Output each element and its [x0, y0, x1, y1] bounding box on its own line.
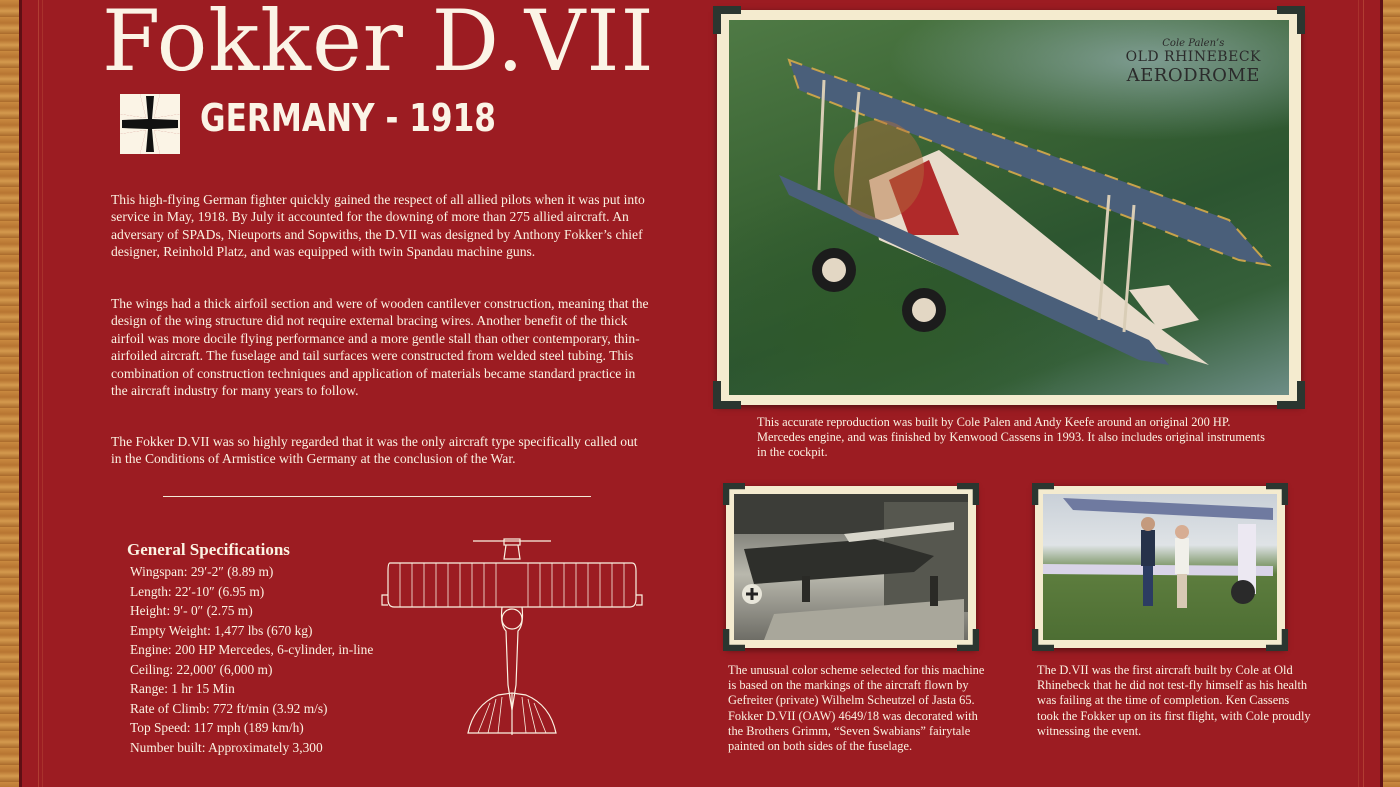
wood-frame-left	[0, 0, 22, 787]
specs-list	[130, 562, 373, 757]
photo-corner-icon	[1277, 381, 1305, 409]
intro-paragraph-2: The wings had a thick airfoil section and were of wooden cantilever construction, meaning that the design of the wing structure did not require external bracing wires. Another benefit of the thick airfoil was more docile flying performance and a more gentle stall than other contemporary, thin-airfoiled aircraft. The fuselage and tail surfaces were constructed from welded steel tubing. This combination of construction techniques and application of materials became standard practice in the aircraft industry for many years to follow.	[111, 296, 649, 399]
spec-item: Height: 9′- 0″ (2.75 m)	[130, 603, 253, 618]
main-photo-caption: This accurate reproduction was built by Cole Palen and Andy Keefe around an original 200 HP. Mercedes engine, and was finished by Kenwood Cassens in 1993. It also includes original instruments in the cockpit.	[757, 415, 1265, 460]
aircraft-blueprint	[378, 535, 648, 740]
spec-item: Empty Weight: 1,477 lbs (670 kg)	[130, 622, 313, 638]
border-line-left	[38, 0, 39, 787]
spec-item: Wingspan: 29′-2″ (8.89 m)	[130, 564, 274, 579]
spec-item: Length: 22′-10″ (6.95 m)	[130, 583, 265, 599]
historical-photo	[726, 486, 976, 648]
page-title: Fokker D.VII	[102, 0, 655, 90]
photo-corner-icon	[713, 381, 741, 409]
photo-corner-icon	[723, 629, 745, 651]
photo-corner-icon	[1032, 629, 1054, 651]
photo-corner-icon	[957, 629, 979, 651]
spec-item: Ceiling: 22,000′ (6,000 m)	[130, 661, 273, 677]
border-line-left-inner	[42, 0, 43, 787]
photo-corner-icon	[713, 6, 741, 34]
field-biplane-illustration	[1043, 494, 1277, 640]
spec-item: Rate of Climb: 772 ft/min (3.92 m/s)	[130, 700, 328, 716]
page-subtitle: GERMANY - 1918	[200, 96, 496, 140]
spec-item: Engine: 200 HP Mercedes, 6-cylinder, in-line	[130, 642, 374, 657]
photo-corner-icon	[957, 483, 979, 505]
intro-paragraph-1: This high-flying German fighter quickly gained the respect of all allied pilots when it was put into service in May, 1918. By July it accounted for the downing of more than 275 allied aircraft. An adversary of SPADs, Nieuports and Sopwiths, the D.VII was designed by Anthony Fokker’s chief designer, Reinhold Platz, and was equipped with twin Spandau machine guns.	[111, 192, 645, 260]
field-photo-caption: The D.VII was the first aircraft built by Cole at Old Rhinebeck that he did not test-fly himself as his health was failing at the time of completion. Ken Cassens took the Fokker up on its first flight, with Cole proudly witnessing the event.	[1037, 663, 1311, 738]
photo-corner-icon	[1277, 6, 1305, 34]
photo-corner-icon	[1266, 483, 1288, 505]
photo-corner-icon	[723, 483, 745, 505]
field-photo	[1035, 486, 1285, 648]
historical-biplane-illustration	[734, 494, 968, 640]
main-aircraft-photo	[717, 10, 1301, 405]
spec-item: Top Speed: 117 mph (189 km/h)	[130, 720, 304, 735]
old-rhinebeck-logo: Cole Palen’s OLD RHINEBECK AERODROME	[1125, 38, 1261, 86]
specs-title: General Specifications	[127, 540, 290, 559]
spec-item: Range: 1 hr 15 Min	[130, 681, 235, 696]
section-divider	[163, 496, 591, 497]
historical-photo-caption: The unusual color scheme selected for this machine is based on the markings of the aircraft flown by Gefreiter (private) Wilhelm Scheutzel of Jasta 65. Fokker D.VII (OAW) 4649/18 was decorated with the Brothers Grimm, “Seven Swabians” fairytale painted on both sides of the fuselage.	[728, 663, 985, 754]
photo-corner-icon	[1032, 483, 1054, 505]
intro-paragraph-3: The Fokker D.VII was so highly regarded that it was the only aircraft type specifically called out in the Conditions of Armistice with Germany at the conclusion of the War.	[111, 434, 638, 467]
iron-cross-icon	[118, 92, 182, 156]
spec-item: Number built: Approximately 3,300	[130, 739, 323, 755]
photo-corner-icon	[1266, 629, 1288, 651]
border-line-right-inner	[1358, 0, 1359, 787]
wood-frame-right	[1380, 0, 1400, 787]
border-line-right	[1363, 0, 1364, 787]
